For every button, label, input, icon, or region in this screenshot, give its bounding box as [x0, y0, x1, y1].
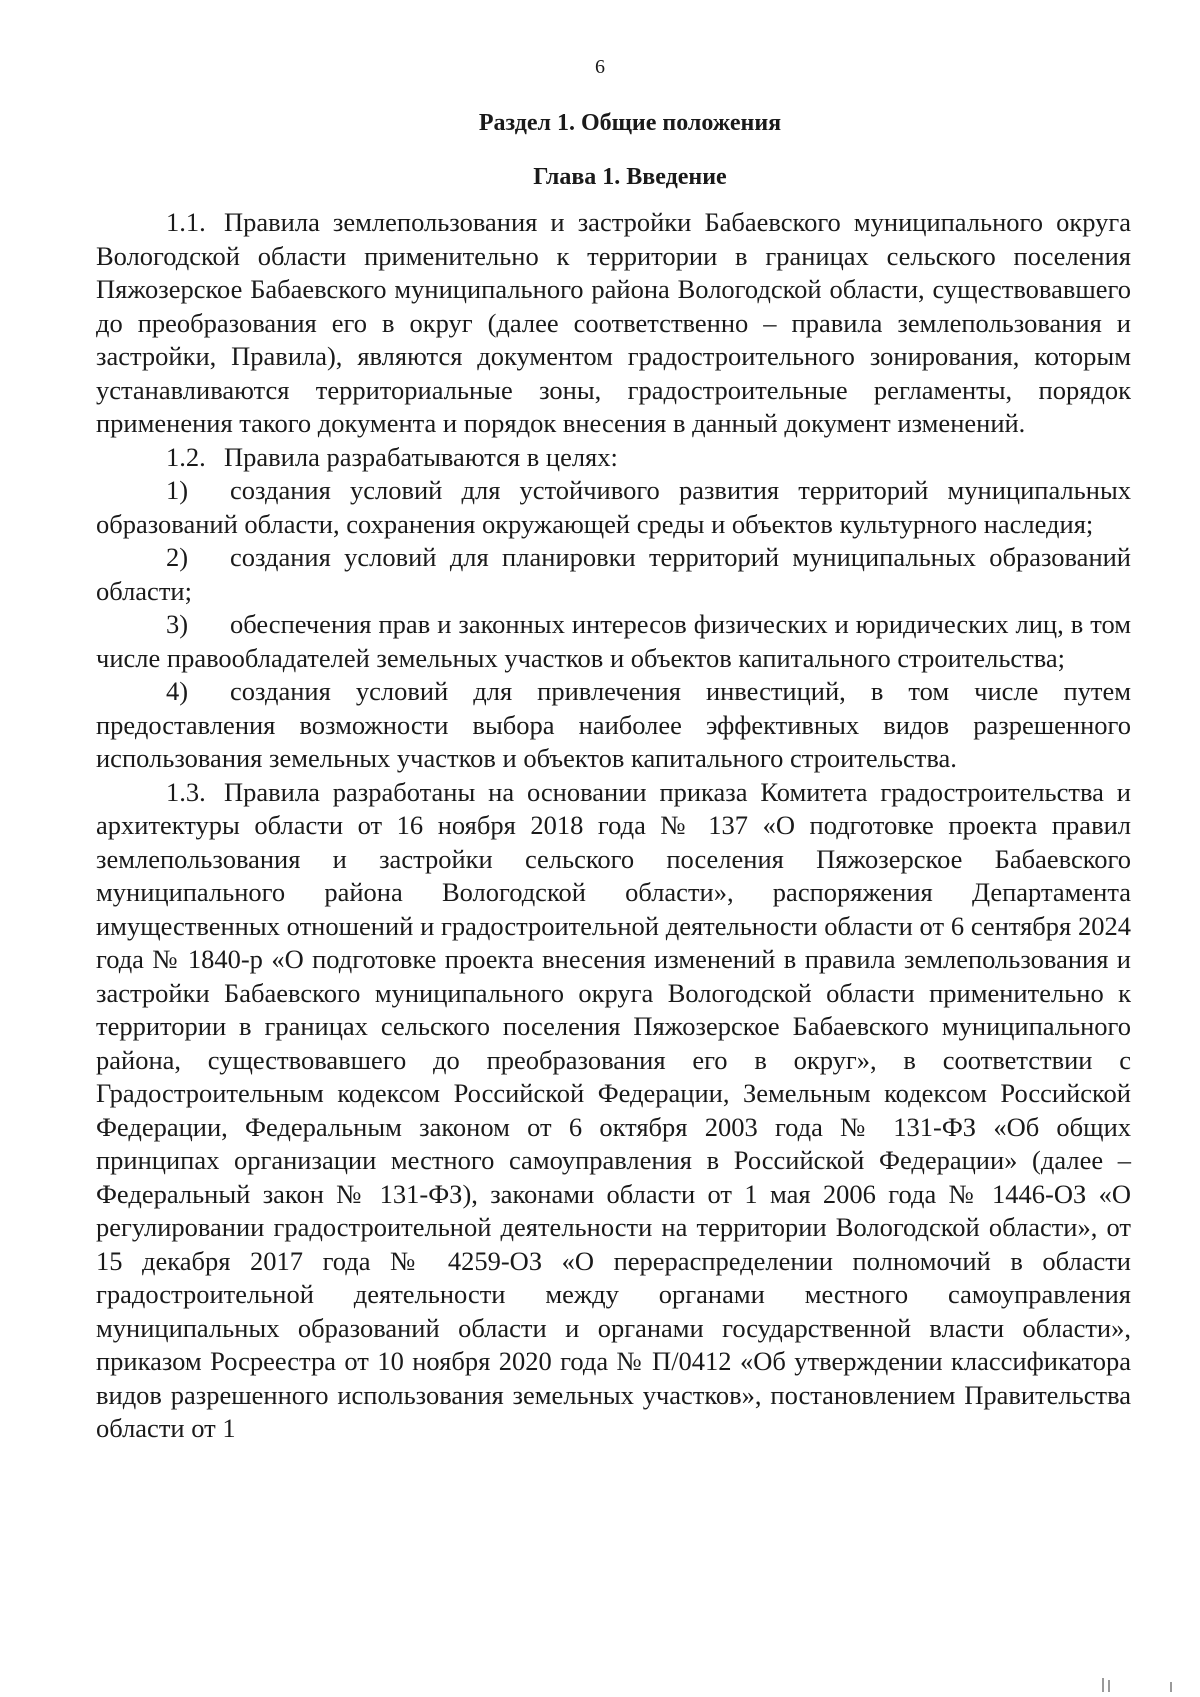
- scan-artifact-mark: [1102, 1678, 1104, 1692]
- paragraph-text: Правила разрабатываются в целях:: [224, 441, 618, 472]
- list-item-4: [96, 675, 1131, 776]
- paragraph-text: Правила землепользования и застройки Бабаевского муниципального округа Вологодской области применительно к территории в границах сельского поселения Пяжозерское Бабаевского муниципального района Вологодской области, существовавшего до преобразования его в округ (далее соответственно – правила землепользования и застройки, Правила), являются документом градостроительного зонирования, которым устанавливаются территориальные зоны, градостроительные регламенты, порядок применения такого документа и порядок внесения в данный документ изменений.: [96, 207, 1131, 438]
- paragraph-1-2: [96, 441, 1131, 475]
- section-title: Раздел 1. Общие положения: [478, 110, 782, 136]
- paragraph-number: 1.1.: [166, 207, 206, 237]
- document-body: [96, 206, 1131, 1446]
- chapter-title: Глава 1. Введение: [533, 164, 727, 190]
- list-item-number: 3): [166, 609, 189, 639]
- scan-artifact-mark: [1170, 1682, 1172, 1692]
- scan-artifact-mark: [1108, 1680, 1110, 1692]
- list-item-number: 1): [166, 475, 189, 505]
- list-item-text: создания условий для привлечения инвестиций, в том числе путем предоставления возможности выбора наиболее эффективных видов разрешенного использования земельных участков и объектов капитального строительства.: [96, 676, 1131, 773]
- list-item-text: создания условий для устойчивого развития территорий муниципальных образований области, сохранения окружающей среды и объектов культурного наследия;: [96, 475, 1131, 539]
- list-item-number: 4): [166, 676, 189, 706]
- list-item-number: 2): [166, 542, 189, 572]
- page-number: 6: [595, 56, 605, 78]
- paragraph-number: 1.3.: [166, 776, 206, 807]
- paragraph-1-1: [96, 206, 1131, 441]
- list-item-3: [96, 608, 1131, 675]
- list-item-2: [96, 541, 1131, 608]
- list-item-text: создания условий для планировки территорий муниципальных образований области;: [96, 542, 1131, 606]
- list-item-text: обеспечения прав и законных интересов физических и юридических лиц, в том числе правообладателей земельных участков и объектов капитального строительства;: [96, 609, 1131, 673]
- paragraph-1-3: [96, 776, 1131, 1446]
- paragraph-number: 1.2.: [166, 441, 206, 472]
- list-item-1: [96, 474, 1131, 541]
- paragraph-text: Правила разработаны на основании приказа Комитета градостроительства и архитектуры области от 16 ноября 2018 года № 137 «О подготовке проекта правил землепользования и застройки сельского поселения Пяжозерское Бабаевского муниципального района Вологодской области», распоряжения Департамента имущественных отношений и градостроительной деятельности области от 6 сентября 2024 года № 1840-р «О подготовке проекта внесения изменений в правила землепользования и застройки Бабаевского муниципального округа Вологодской области применительно к территории в границах сельского поселения Пяжозерское Бабаевского муниципального района, существовавшего до преобразования его в округ», в соответствии с Градостроительным кодексом Российской Федерации, Земельным кодексом Российской Федерации, Федеральным законом от 6 октября 2003 года № 131-ФЗ «Об общих принципах организации местного самоуправления в Российской Федерации» (далее – Федеральный закон № 131-ФЗ), законами области от 1 мая 2006 года № 1446-ОЗ «О регулировании градостроительной деятельности на территории Вологодской области», от 15 декабря 2017 года № 4259-ОЗ «О перераспределении полномочий в области градостроительной деятельности между органами местного самоуправления муниципальных образований области и органами государственной власти области», приказом Росреестра от 10 ноября 2020 года № П/0412 «Об утверждении классификатора видов разрешенного использования земельных участков», постановлением Правительства области от 1: [96, 776, 1131, 1443]
